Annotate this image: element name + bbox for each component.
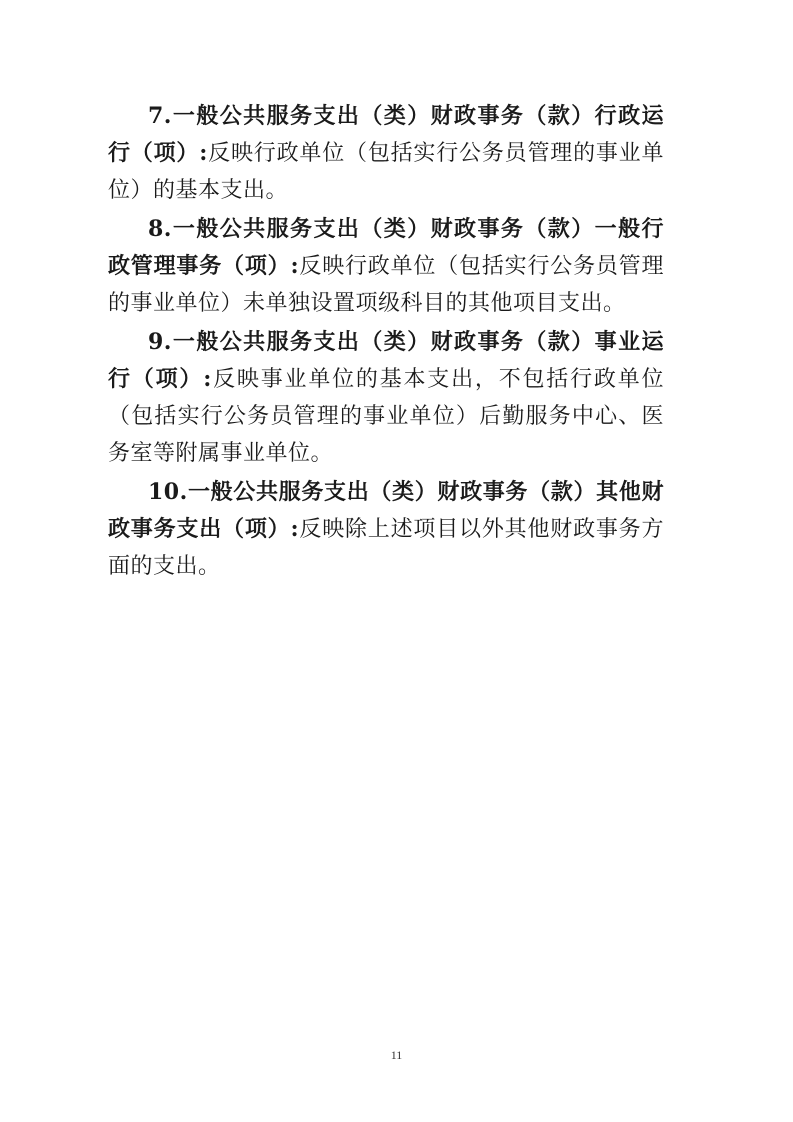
paragraph-heading: 8.一般公共服务支出（类）财政事务（款）一般行政管理事务（项）: — [108, 216, 664, 279]
paragraph-item-9 — [108, 324, 664, 472]
paragraph-text: 反映事业单位的基本支出，不包括行政单位（包括实行公务员管理的事业单位）后勤服务中心、医务室等附属事业单位。 — [108, 367, 664, 466]
paragraph-text: 反映行政单位（包括实行公务员管理的事业单位）的基本支出。 — [108, 141, 664, 203]
page-number: 11 — [390, 1048, 403, 1062]
paragraph-text: 反映行政单位（包括实行公务员管理的事业单位）未单独设置项级科目的其他项目支出。 — [108, 254, 664, 316]
paragraph-heading: 9.一般公共服务支出（类）财政事务（款）事业运行（项）: — [108, 329, 664, 392]
document-body — [108, 98, 664, 587]
paragraph-text: 反映除上述项目以外其他财政事务方面的支出。 — [108, 517, 664, 579]
paragraph-heading: 7.一般公共服务支出（类）财政事务（款）行政运行（项）: — [108, 103, 664, 166]
paragraph-item-8 — [108, 211, 664, 322]
paragraph-item-7 — [108, 98, 664, 209]
paragraph-heading: 10.一般公共服务支出（类）财政事务（款）其他财政事务支出（项）: — [108, 479, 664, 542]
paragraph-item-10 — [108, 474, 664, 585]
